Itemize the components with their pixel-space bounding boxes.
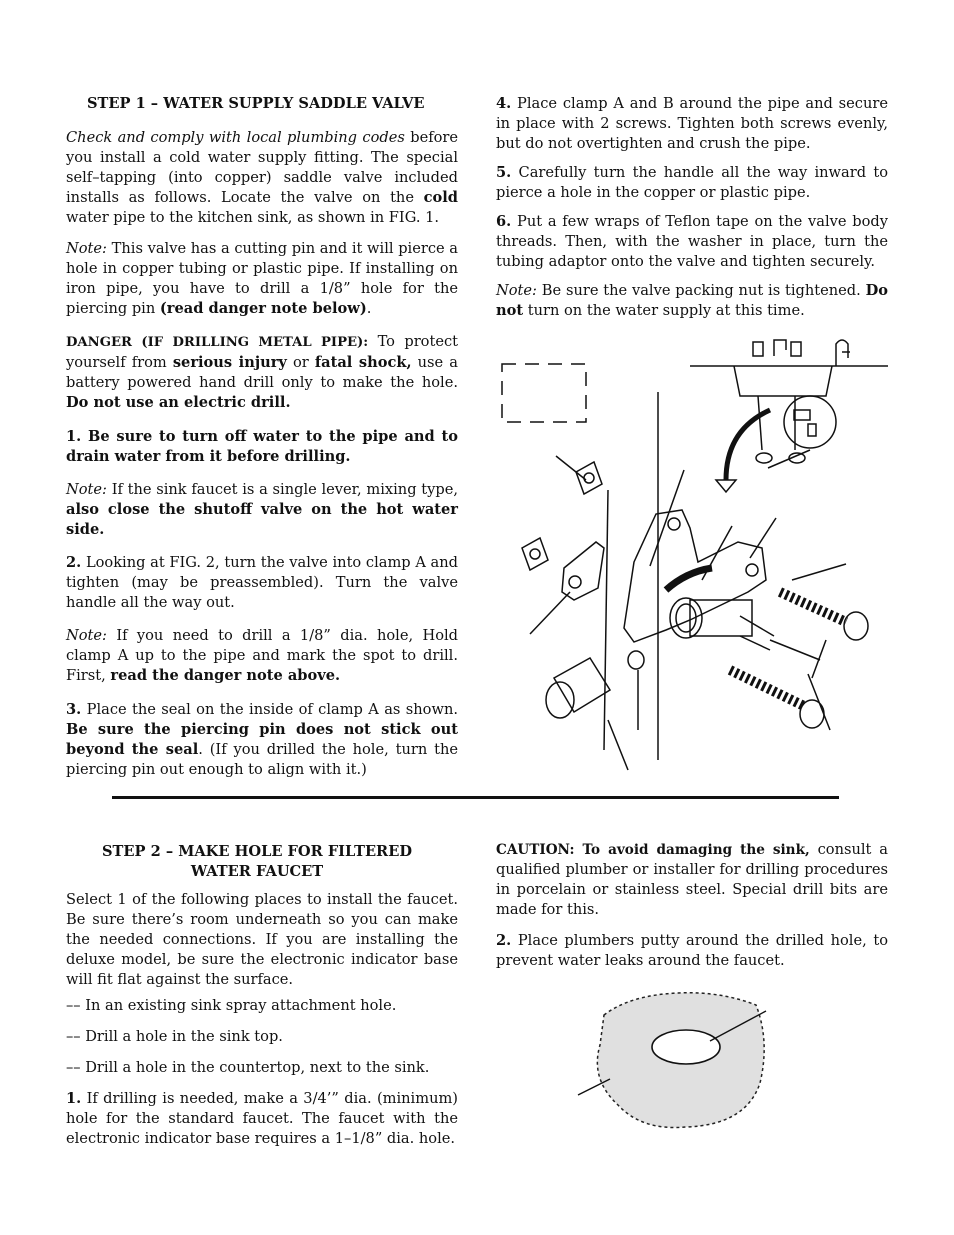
- step1-item4: 4. Place clamp A and B around the pipe and secure in place with 2 screws. Tighten both screws evenly, but do not overtighten and crush the pipe.: [496, 95, 888, 152]
- screw-upper: [780, 592, 846, 622]
- faucet-spout-icon: [774, 340, 786, 356]
- curved-arrow-icon: [726, 410, 770, 480]
- putty-hole-figure: [570, 985, 780, 1135]
- step1-item6: 6. Put a few wraps of Teflon tape on the valve body threads. Then, with the washer in place, turn the tubing adaptor onto the valve and tighten securely.: [496, 213, 888, 270]
- step1-item3: 3. Place the seal on the inside of clamp A as shown. Be sure the piercing pin does not stick out beyond the seal. (If you drilled the hole, turn the piercing pin out enough to align with it.): [66, 701, 458, 778]
- step2-intro: Select 1 of the following places to install the faucet. Be sure there’s room underneath so you can make the needed connections. If you are installing the deluxe model, be sure the electronic indicator base will fit flat against the surface.: [66, 891, 458, 988]
- step2-item1: 1. If drilling is needed, make a 3/4’” dia. (minimum) hole for the standard faucet. The faucet with the electronic indicator base requires a 1–1/8” dia. hole.: [66, 1090, 458, 1147]
- step1-paragraph-intro: Check and comply with local plumbing codes before you install a cold water supply fitting. The special self–tapping (into copper) saddle valve included installs as follows. Locate the valve on the cold water pipe to the kitchen sink, as shown in FIG. 1.: [66, 129, 459, 226]
- valve-stem: [770, 640, 820, 660]
- step1-item5: 5. Carefully turn the handle all the way inward to pierce a hole in the copper or plastic pipe.: [496, 164, 888, 201]
- step1-note-packing-nut: Note: Be sure the valve packing nut is tightened. Do not turn on the water supply at this time.: [496, 282, 888, 319]
- step1-danger-note: DANGER (IF DRILLING METAL PIPE): To protect yourself from serious injury or fatal shock, use a battery powered hand drill only to make the hole. Do not use an electric drill.: [66, 333, 458, 411]
- step1-item2: 2. Looking at FIG. 2, turn the valve into clamp A and tighten (may be preassembled). Turn the valve handle all the way out.: [66, 554, 458, 611]
- faucet-handle-left-icon: [753, 342, 763, 356]
- seal: [666, 568, 712, 590]
- step2-left-column: [66, 842, 458, 1160]
- pipe-left-edge: [604, 490, 608, 750]
- valve-handle: [812, 640, 826, 678]
- washer: [628, 651, 644, 669]
- saddle-valve-figure: [490, 330, 890, 770]
- magnify-circle: [784, 396, 836, 448]
- section-divider: [112, 796, 839, 799]
- square-nut-left: [522, 538, 548, 570]
- clamp-b: [562, 542, 604, 600]
- drilled-hole: [652, 1030, 720, 1064]
- list-item: –– In an existing sink spray attachment hole.: [66, 997, 397, 1014]
- step1-note-shutoff: Note: If the sink faucet is a single lever, mixing type, also close the shutoff valve on the hot water side.: [66, 481, 458, 538]
- step2-right-column: [496, 840, 888, 982]
- step2-caution: CAUTION: To avoid damaging the sink, consult a qualified plumber or installer for drilling procedures in porcelain or stainless steel. Special drill bits are made for this.: [496, 841, 889, 918]
- step1-heading: STEP 1 – WATER SUPPLY SADDLE VALVE: [87, 95, 425, 112]
- list-item: –– Drill a hole in the sink top.: [66, 1028, 283, 1045]
- step2-options-list: [66, 996, 458, 1078]
- screw-lower: [730, 670, 804, 706]
- step1-note-cutting-pin: Note: This valve has a cutting pin and it will pierce a hole in copper tubing or plastic pipe. If installing on iron pipe, you have to drill a 1/8” hole for the piercing pin (read danger note below).: [66, 240, 458, 317]
- step2-heading: STEP 2 – MAKE HOLE FOR FILTERED WATER FAUCET: [102, 843, 412, 880]
- dashed-box: [502, 364, 586, 422]
- step2-item2: 2. Place plumbers putty around the drilled hole, to prevent water leaks around the faucet.: [496, 932, 888, 969]
- step1-note-drill: Note: If you need to drill a 1/8” dia. hole, Hold clamp A up to the pipe and mark the spot to drill. First, read the danger note above.: [66, 627, 458, 684]
- sink-basin: [734, 366, 832, 396]
- step1-left-column: [66, 94, 458, 791]
- filter-faucet-icon: [836, 340, 850, 366]
- step1-right-column: [496, 94, 888, 332]
- list-item: –– Drill a hole in the countertop, next to the sink.: [66, 1059, 430, 1076]
- step1-item1: 1. Be sure to turn off water to the pipe and to drain water from it before drilling.: [66, 428, 458, 465]
- square-nut-top: [576, 462, 602, 494]
- faucet-handle-right-icon: [791, 342, 801, 356]
- tubing-adaptor: [554, 658, 610, 712]
